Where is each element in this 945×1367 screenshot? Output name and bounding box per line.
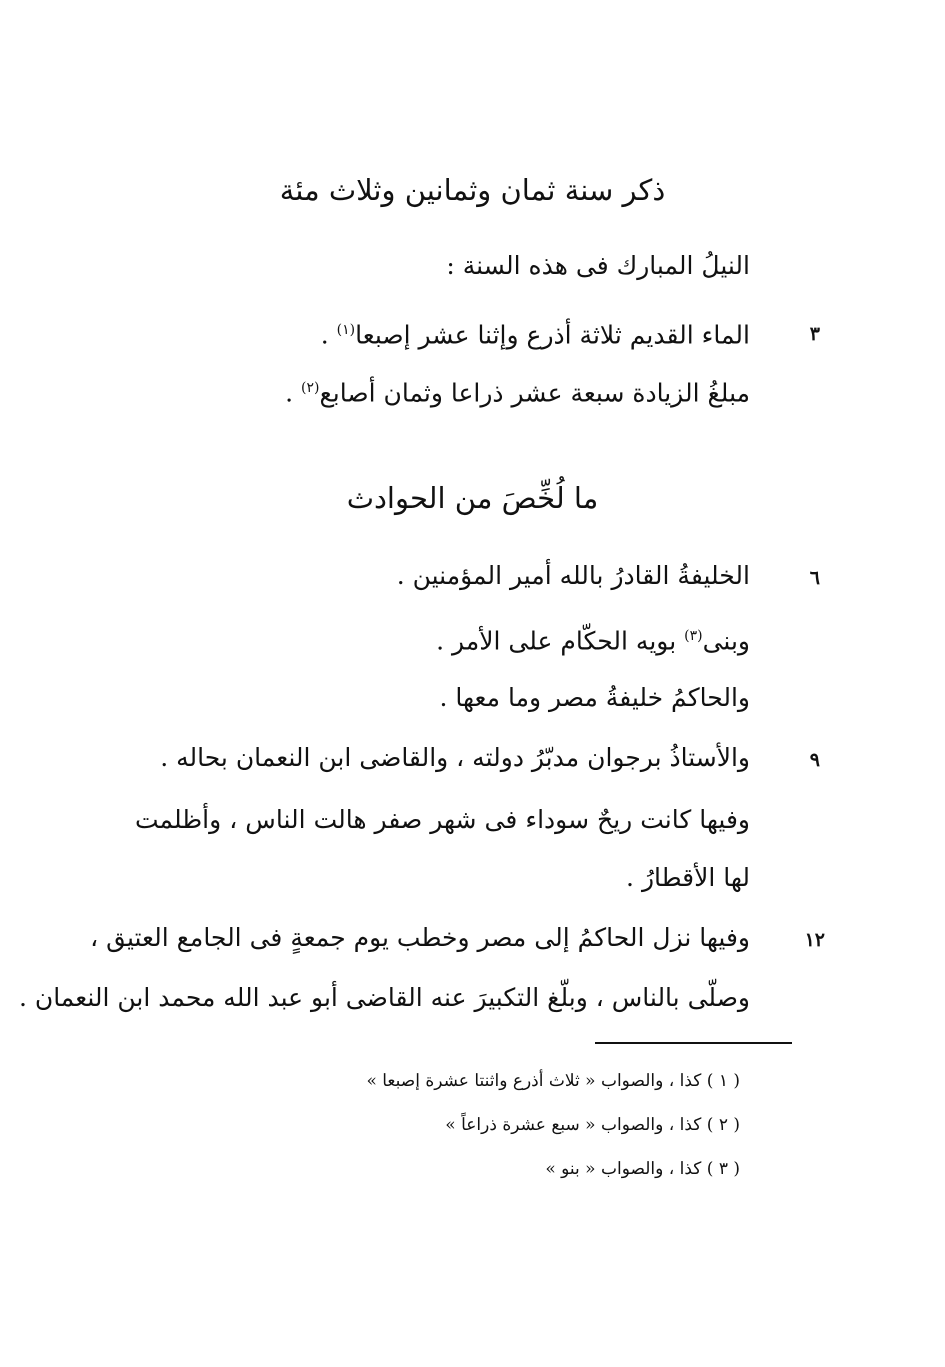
year-heading: ذكر سنة ثمان وثمانين وثلاث مئة [279, 173, 666, 207]
event-line-caliph: الخليفةُ القادرُ بالله أمير المؤمنين . [396, 561, 750, 590]
event-line-prayer: وصلّى بالناس ، وبلّغ التكبيرَ عنه القاضى أبو عبد الله محمد ابن النعمان . [18, 983, 750, 1012]
footnote-ref-1: (١) [336, 322, 356, 338]
event-line-buyids [436, 618, 750, 659]
end-mark: . [285, 378, 301, 408]
end-mark: . [320, 320, 337, 350]
footnote-3: ( ٣ ) كذا ، والصواب « بنو » [545, 1159, 740, 1179]
footnote-ref-2: (٢) [301, 380, 320, 396]
events-heading: ما لُخِّصَ من الحوادث [346, 481, 599, 515]
increase-text: مبلغُ الزيادة سبعة عشر ذراعا وثمان أصابع [319, 378, 750, 408]
margin-number-3: ٣ [809, 323, 820, 345]
event-line-hakim: والحاكمُ خليفةُ مصر وما معها . [439, 683, 750, 712]
event-line-barjawan: والأستاذُ برجوان مدبّرُ دولته ، والقاضى ابن النعمان بحاله . [160, 743, 750, 772]
buyids-text: بويه الحكّام على الأمر . [436, 626, 677, 656]
event-line-wind: وفيها كانت ريحٌ سوداء فى شهر صفر هالت الناس ، وأظلمت [135, 805, 750, 834]
nile-intro: النيلُ المبارك فى هذه السنة : [446, 251, 750, 280]
increase-line [285, 370, 750, 411]
margin-number-12: ١٢ [804, 929, 825, 951]
footnote-1: ( ١ ) كذا ، والصواب « ثلاث أذرع واثنتا عشرة إصبعا » [366, 1071, 740, 1091]
event-line-wind-cont: لها الأقطارُ . [626, 863, 750, 892]
margin-number-6: ٦ [809, 567, 820, 589]
margin-number-9: ٩ [809, 749, 820, 771]
footnote-ref-3: (٣) [684, 628, 703, 644]
footnote-divider [595, 1042, 792, 1044]
old-water-text: الماء القديم ثلاثة أذرع وإثنا عشر إصبعا [355, 320, 750, 350]
footnote-2: ( ٢ ) كذا ، والصواب « سبع عشرة ذراعاً » [445, 1115, 740, 1135]
event-line-sermon: وفيها نزل الحاكمُ إلى مصر وخطب يوم جمعةٍ فى الجامع العتيق ، [90, 923, 750, 952]
banu-word: وبنى [702, 626, 750, 656]
old-water-line [321, 312, 750, 353]
